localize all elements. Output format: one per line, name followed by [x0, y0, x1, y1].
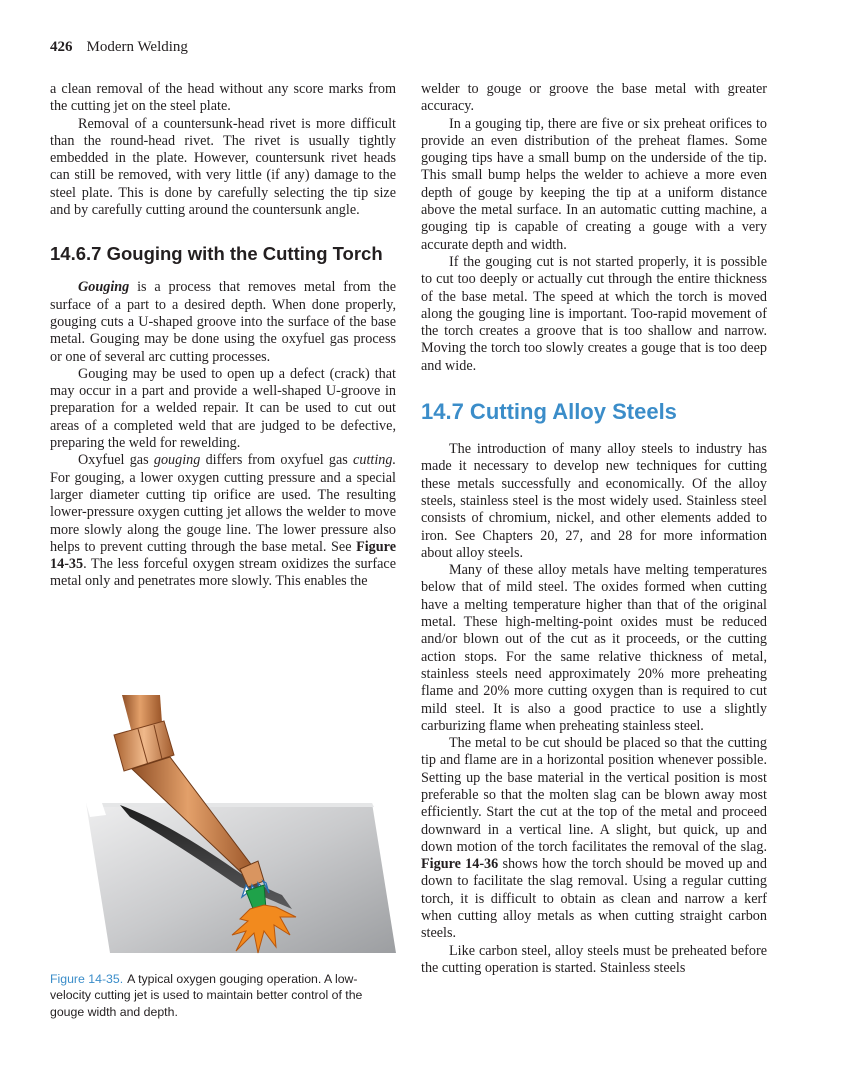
plate-edge: [86, 803, 374, 807]
running-title: Modern Welding: [86, 39, 188, 55]
paragraph: Like carbon steel, alloy steels must be preheated before the cutting operation is started. Stainless steels: [421, 942, 767, 976]
section-heading: 14.7 Cutting Alloy Steels: [421, 399, 677, 425]
paragraph: The metal to be cut should be placed so that the cutting tip and flame are in a horizontal position whenever possible. Setting up the base material in the vertical position is most preferable so that the molten slag can be blown away most efficiently. Start the cut at the top of the metal and proceed downward in a vertical line. A slight, but quick, up and down motion of the torch facilitates the removal of the slag. Figure 14-36 shows how the torch should be moved up and down to facilitate the slag removal. Using a regular cutting torch, it is difficult to obtain as clean and narrow a kerf when cutting alloy metals as when cutting straight carbon steels.: [421, 735, 767, 942]
paragraph: In a gouging tip, there are five or six preheat orifices to provide an even distribution of the preheat flames. Some gouging tips have a small bump on the underside of the tip. This small bump helps the welder to achieve a more even depth of gouge by keeping the tip at a uniform distance above the metal surface. In an automatic cutting machine, a gouging tip is capable of creating a gouge with a very accurate depth and width.: [421, 115, 767, 253]
running-header: [50, 39, 188, 56]
paragraph: a clean removal of the head without any score marks from the cutting jet on the steel plate.: [50, 81, 396, 115]
page-number: 426: [50, 39, 73, 55]
paragraph: Gouging is a process that removes metal from the surface of a part to a desired depth. When done properly, gouging cuts a U-shaped groove into the surface of the base metal. Gouging may be done using the oxyfuel gas process or one of several arc cutting processes.: [50, 279, 396, 365]
key-term: gouging: [153, 452, 201, 469]
paragraph: Many of these alloy metals have melting temperatures below that of mild steel. The oxides formed when cutting have a melting temperature higher than that of the original metal. These high-melting-point oxides must be reduced and/or blown out of the cut as it proceeds, or the cutting action stops. For the same relative thickness of metal, stainless steels need approximately 20% more preheating flame and 20% more cutting oxygen than is required to cut mild steel. It is also a good practice to use a slightly carburizing flame when preheating stainless steel.: [421, 562, 767, 734]
figure-caption: [50, 971, 398, 1020]
figure-reference: Figure 14-36: [421, 856, 499, 873]
paragraph: Gouging may be used to open up a defect (crack) that may occur in a part and provide a well-shaped U-groove in preparation for a welded repair. It can be used to cut out areas of a completed weld that are judged to be defective, preparing the weld for rewelding.: [50, 365, 396, 452]
figure-gouging-illustration: [50, 695, 396, 960]
paragraph: The introduction of many alloy steels to industry has made it necessary to develop new techniques for cutting these metals successfully and economically. Of the alloy steels, stainless steel is the most widely used. Stainless steel consists of chromium, nickel, and other elements added to iron. See Chapters 20, 27, and 28 for more information about alloy steels.: [421, 441, 767, 561]
subsection-heading: 14.6.7 Gouging with the Cutting Torch: [50, 243, 383, 265]
left-column: [50, 81, 396, 591]
paragraph: If the gouging cut is not started properly, it is possible to cut too deeply or actually cut through the entire thickness of the base metal. The speed at which the torch is moved along the gouging line is important. Too-rapid movement of the torch creates a groove that is too shallow and narrow. Moving the torch too slowly creates a gouge that is too deep and wide.: [421, 253, 767, 374]
caption-text: A typical oxygen gouging operation. A low-velocity cutting jet is used to maintain better control of the gouge width and depth.: [50, 972, 363, 1019]
paragraph: Oxyfuel gas gouging differs from oxyfuel gas cutting. For gouging, a lower oxygen cutting pressure and a special larger diameter cutting tip orifice are used. The resulting lower-pressure oxygen cutting jet allows the welder to move more slowly along the gouge line. The lower pressure also helps to prevent cutting through the base metal. See Figure 14-35. The less forceful oxygen stream oxidizes the surface metal only and penetrates more slowly. This enables the: [50, 452, 396, 590]
key-term: cutting.: [353, 452, 396, 469]
figure-label: Figure 14-35.: [50, 972, 124, 986]
paragraph: welder to gouge or groove the base metal with greater accuracy.: [421, 81, 767, 115]
key-term: Gouging: [78, 279, 130, 296]
right-column: [421, 81, 767, 977]
paragraph: Removal of a countersunk-head rivet is more difficult than the round-head rivet. The rivet is usually tightly embedded in the plate. However, countersunk rivet heads can still be removed, with very little (if any) damage to the steel plate. This is done by carefully selecting the tip size and by carefully cutting around the countersunk angle.: [50, 115, 396, 219]
gouging-illustration: [50, 695, 396, 960]
figure-reference: Figure 14-35: [50, 538, 396, 573]
